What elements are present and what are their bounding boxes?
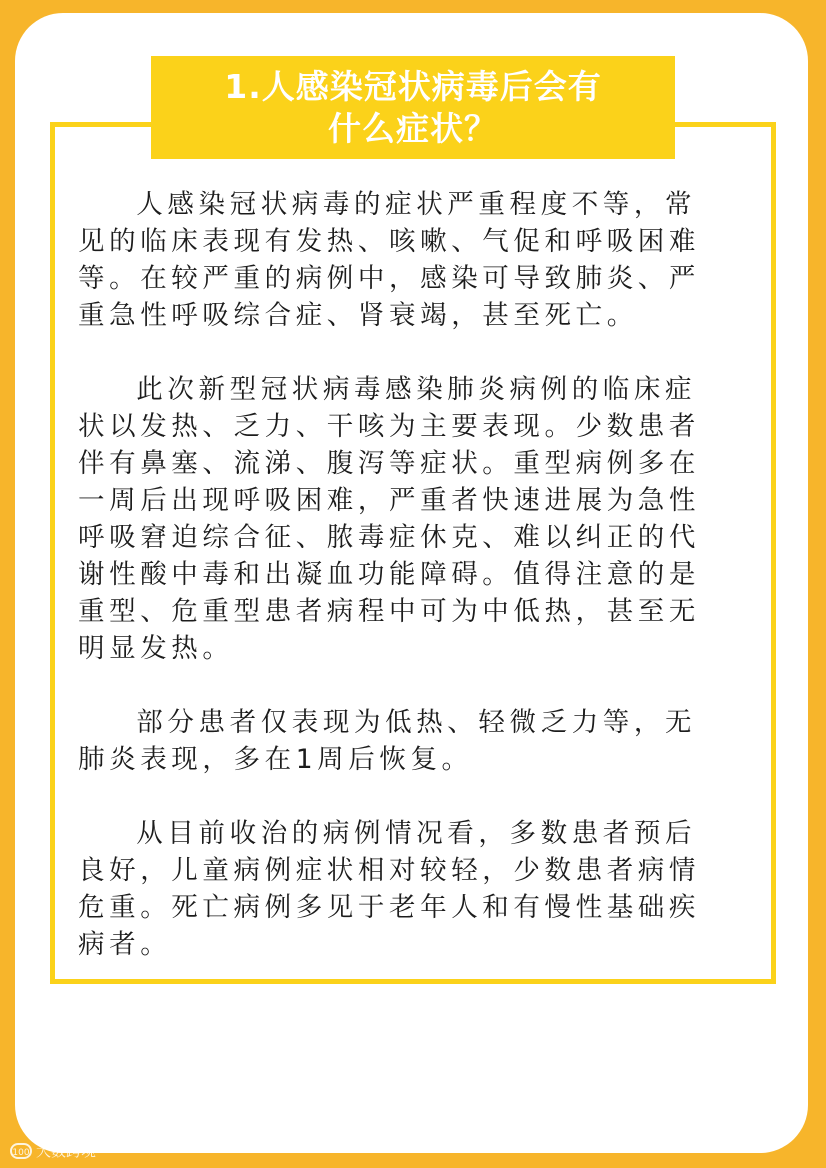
title-banner — [151, 56, 675, 159]
paragraph-symptoms-new-type: 此次新型冠状病毒感染肺炎病例的临床症状以发热、乏力、干咳为主要表现。少数患者伴有鼻塞、流涕、腹泻等症状。重型病例多在一周后出现呼吸困难，严重者快速进展为急性呼吸窘迫综合征、脓毒症休克、难以纠正的代谢性酸中毒和出凝血功能障碍。值得注意的是重型、危重型患者病程中可为中低热，甚至无明显发热。 — [78, 374, 700, 664]
paragraph-mild-cases: 部分患者仅表现为低热、轻微乏力等，无肺炎表现，多在1周后恢复。 — [78, 707, 697, 775]
title-line-1: 1.人感染冠状病毒后会有 — [224, 66, 602, 106]
paragraph-prognosis: 从目前收治的病例情况看，多数患者预后良好，儿童病例症状相对较轻，少数患者病情危重。死亡病例多见于老年人和有慢性基础疾病者。 — [78, 818, 700, 960]
watermark — [10, 1140, 96, 1161]
article-body — [78, 186, 722, 1000]
watermark-logo-icon: 100 — [10, 1143, 32, 1159]
title-line-2: 什么症状？ — [328, 108, 498, 148]
paragraph-symptoms-general: 人感染冠状病毒的症状严重程度不等，常见的临床表现有发热、咳嗽、气促和呼吸困难等。在较严重的病例中，感染可导致肺炎、严重急性呼吸综合症、肾衰竭，甚至死亡。 — [78, 189, 700, 331]
watermark-text: 大数跨境 — [36, 1142, 97, 1160]
